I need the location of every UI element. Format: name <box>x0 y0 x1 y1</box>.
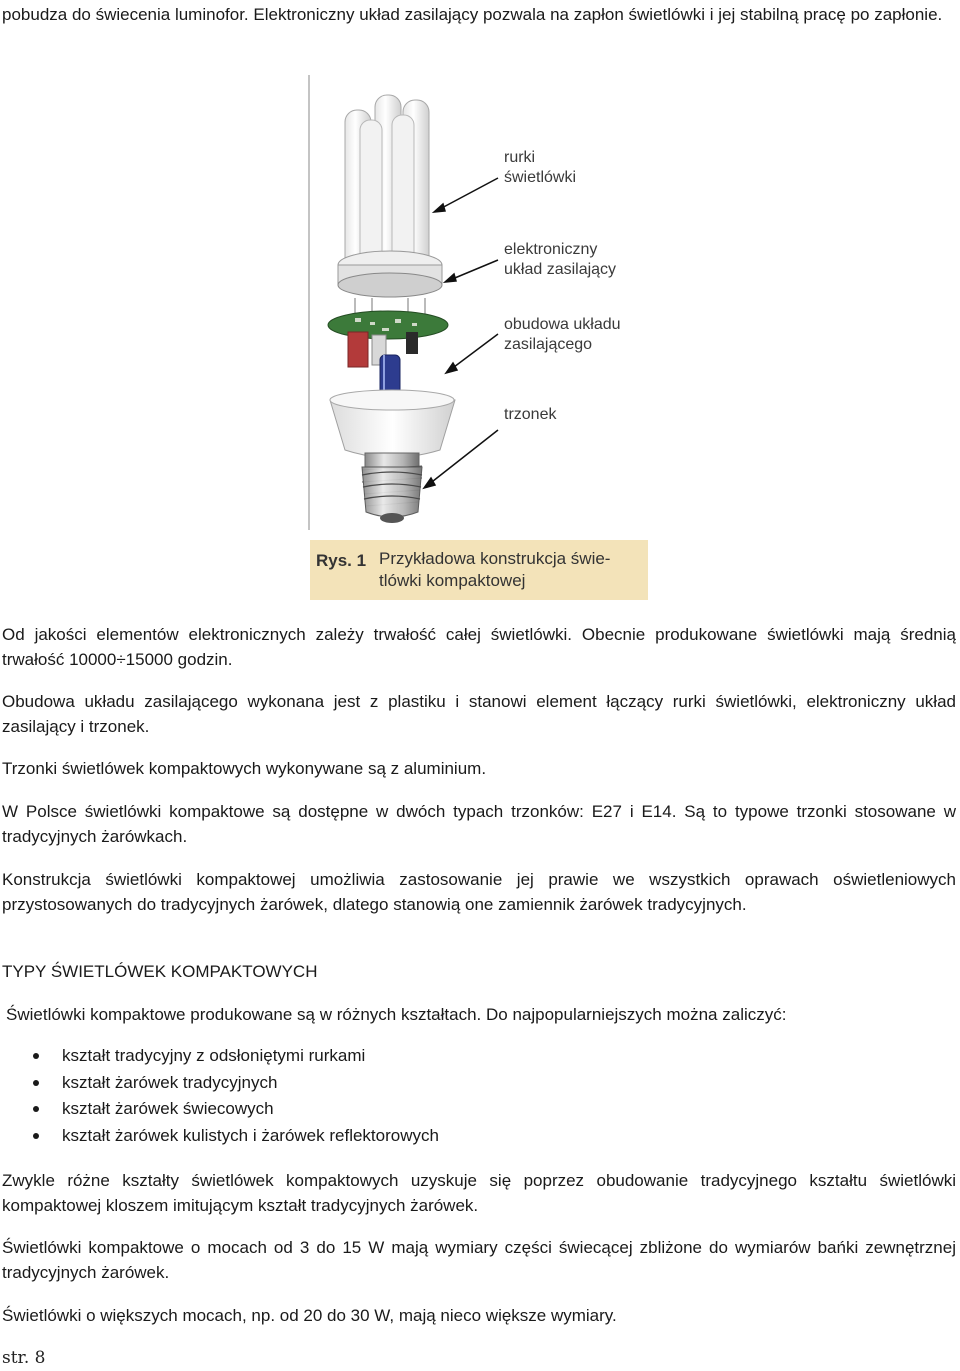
lamp-figure <box>300 70 660 610</box>
paragraph-base-types: W Polsce świetlówki kompaktowe są dostępne w dwóch typach trzonków: E27 i E14. Są to typowe trzonki stosowane w tradycyjnych żarówkach. <box>2 802 956 846</box>
paragraph-durability: Od jakości elementów elektronicznych zależy trwałość całej świetlówki. Obecnie produkowane świetlówki mają średnią trwałość 10000÷15000 godzin. <box>2 625 956 669</box>
list-item: kształt żarówek tradycyjnych <box>0 1070 900 1097</box>
paragraph-housing: Obudowa układu zasilającego wykonana jest z plastiku i stanowi element łączący rurki świetlówki, elektroniczny układ zasilający i trzonek. <box>2 692 956 736</box>
caption-prefix: Rys. 1 <box>316 551 367 570</box>
page-number: str. 8 <box>2 1348 46 1368</box>
paragraph-base-material: Trzonki świetlówek kompaktowych wykonywane są z aluminium. <box>2 759 487 778</box>
paragraph-low-power: Świetlówki kompaktowe o mocach od 3 do 15 W mają wymiary części świecącej zbliżone do wymiarów bańki zewnętrznej tradycyjnych żarówek. <box>2 1238 956 1282</box>
shapes-list <box>0 1043 900 1149</box>
paragraph-shapes-intro: Świetlówki kompaktowe produkowane są w różnych kształtach. Do najpopularniejszych można zaliczyć: <box>6 1005 787 1024</box>
caption-text: Przykładowa konstrukcja świe- tlówki kompaktowej <box>379 549 611 590</box>
label-base: trzonek <box>504 406 557 423</box>
label-circuit: elektroniczny układ zasilający <box>504 241 617 278</box>
list-item: kształt żarówek kulistych i żarówek reflektorowych <box>0 1123 900 1150</box>
paragraph-high-power: Świetlówki o większych mocach, np. od 20 do 30 W, mają nieco większe wymiary. <box>2 1306 617 1325</box>
list-item: kształt tradycyjny z odsłoniętymi rurkami <box>0 1043 900 1070</box>
paragraph-construction: Konstrukcja świetlówki kompaktowej umożliwia zastosowanie jej prawie we wszystkich oprawach oświetleniowych przystosowanych do tradycyjnych żarówek, dlatego stanowią one zamiennik żarówek tradycyjnych. <box>2 870 956 914</box>
paragraph-shapes-method: Zwykle różne kształty świetlówek kompaktowych uzyskuje się poprzez obudowanie tradycyjnego kształtu świetlówki kompaktowej kloszem imitującym kształt tradycyjnych żarówek. <box>2 1171 956 1215</box>
label-tubes: rurki świetlówki <box>504 149 577 186</box>
section-heading: TYPY ŚWIETLÓWEK KOMPAKTOWYCH <box>2 962 318 981</box>
intro-paragraph: pobudza do świecenia luminofor. Elektroniczny układ zasilający pozwala na zapłon świetlówki i jej stabilną pracę po zapłonie. <box>2 5 943 24</box>
list-item: kształt żarówek świecowych <box>0 1096 900 1123</box>
figure-caption <box>310 540 648 600</box>
label-housing: obudowa układu zasilającego <box>504 316 621 353</box>
cfl-exploded-illustration <box>300 70 660 540</box>
